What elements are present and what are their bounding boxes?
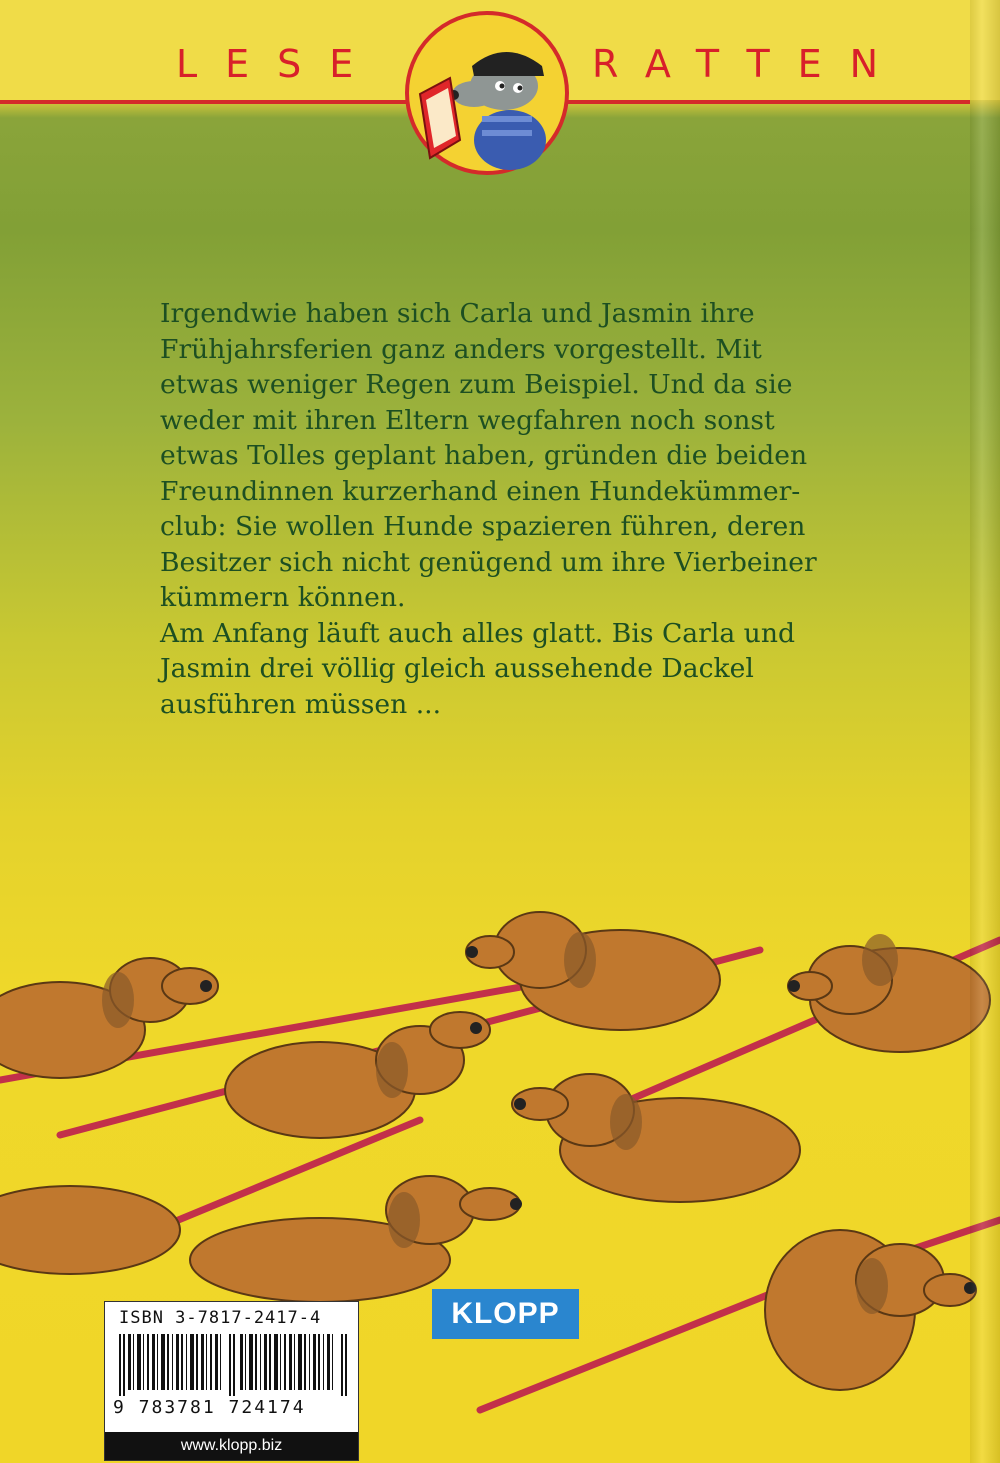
- book-spine: [970, 0, 1000, 1463]
- barcode-panel: [104, 1301, 359, 1461]
- barcode-digits: 9 783781 724174: [113, 1397, 306, 1418]
- blurb-paragraph: Irgendwie haben sich Carla und Jasmin ihre Frühjahrsferien ganz anders vorgestellt. Mit etwas weniger Regen zum Beispiel. Und da sie weder mit ihren Eltern wegfahren noch sonst etwas Tolles geplant haben, gründen die beiden Freundinnen kurzerhand einen Hundekümmer- club: Sie wollen Hunde spazieren führen, deren Besitzer sich nicht genügend um ihre Vierbeiner kümmern können.: [160, 298, 817, 613]
- publisher-url: www.klopp.biz: [105, 1432, 358, 1460]
- rat-mascot-icon: [402, 8, 572, 178]
- isbn-label: ISBN 3-7817-2417-4: [119, 1308, 322, 1328]
- barcode-icon: [119, 1334, 347, 1396]
- series-title-right: RATTEN: [592, 42, 907, 86]
- blurb-paragraph: Am Anfang läuft auch alles glatt. Bis Carla und Jasmin drei völlig gleich aussehende Dackel ausführen müssen ...: [160, 617, 795, 720]
- series-title-left: LESE: [176, 42, 382, 86]
- publisher-logo: KLOPP: [432, 1289, 579, 1339]
- blurb-text: [160, 296, 860, 722]
